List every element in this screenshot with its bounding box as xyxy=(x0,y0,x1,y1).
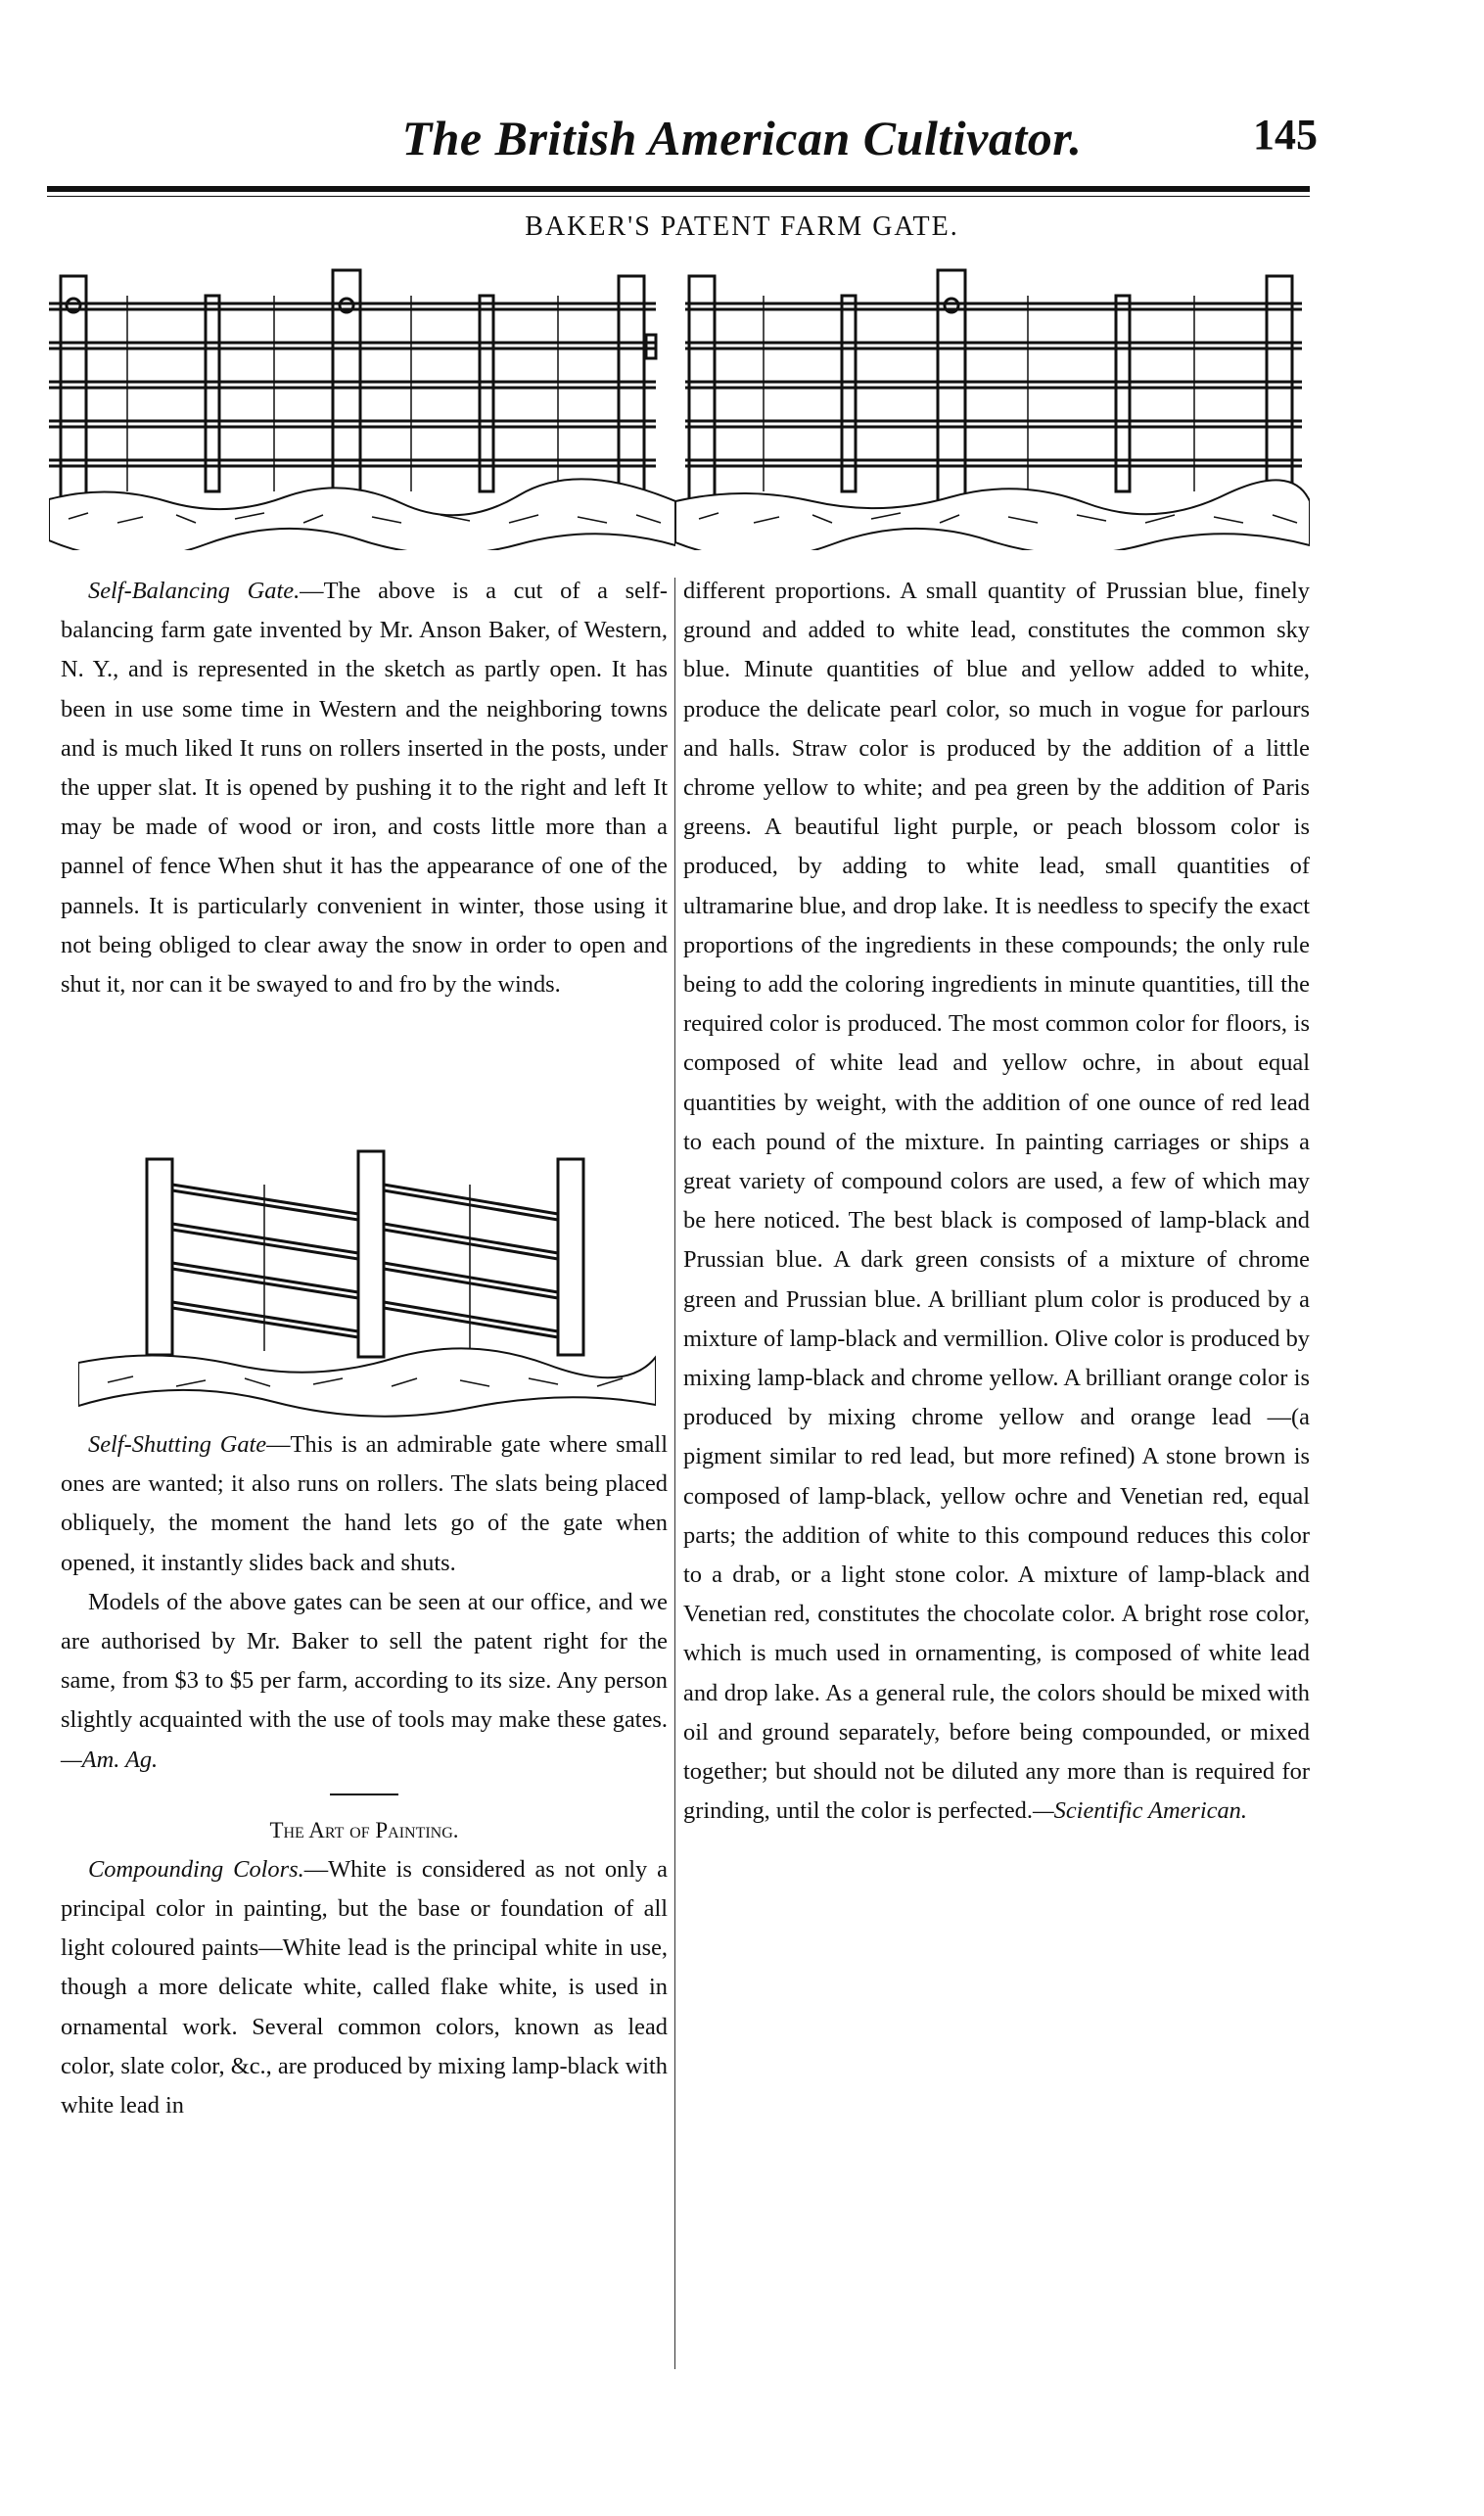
compounding-colors-paragraph xyxy=(61,1850,668,2125)
gate-illustration-open xyxy=(49,266,675,550)
self-balancing-gate-text: —The above is a cut of a self-balancing farm gate invented by Mr. Anson Baker, of Western, N. Y., and is represented in the sketch as partly open. It has been in use some time in Western and the neighboring towns and is much liked It runs on rollers inserted in the posts, under the upper slat. It is opened by pushing it to the right and left It may be made of wood or iron, and costs little more than a pannel of fence When shut it has the appearance of one of the pannels. It is particularly convenient in winter, those using it not being obliged to clear away the snow in order to open and shut it, nor can it be swayed to and fro by the winds. xyxy=(61,578,669,999)
right-column xyxy=(683,572,1310,1832)
compounding-colors-lead: Compounding Colors. xyxy=(88,1855,304,1883)
left-column-upper xyxy=(61,572,668,1004)
header-rule xyxy=(47,186,1310,192)
running-title: The British American Cultivator. xyxy=(401,111,1083,165)
self-shutting-gate-paragraph xyxy=(61,1425,668,1583)
models-paragraph xyxy=(61,1583,668,1780)
models-signature: —Am. Ag. xyxy=(61,1746,159,1773)
article-title: BAKER'S PATENT FARM GATE. xyxy=(525,211,959,242)
compounding-colors-continued xyxy=(683,572,1310,1832)
gate-illustration-closed xyxy=(675,266,1310,550)
section-rule xyxy=(330,1794,398,1795)
models-text: Models of the above gates can be seen at our office, and we are authorised by Mr. Baker to sell the patent right for the same, from $3 to $5 per farm, according to its size. Any person slightly acquainted with the use of tools may make these gates. xyxy=(61,1588,668,1734)
header-rule-thin xyxy=(47,196,1310,197)
self-shutting-gate-illustration xyxy=(78,1145,656,1420)
left-column-lower xyxy=(61,1425,668,2125)
art-of-painting-title: The Art of Painting. xyxy=(269,1817,459,1842)
self-balancing-gate-paragraph xyxy=(61,572,668,1004)
self-shutting-gate-lead: Self-Shutting Gate xyxy=(88,1431,267,1458)
page-number: 145 xyxy=(1253,111,1318,159)
scientific-american-signature: —Scientific American. xyxy=(1032,1797,1247,1825)
column-divider xyxy=(674,578,675,2369)
self-balancing-gate-lead: Self-Balancing Gate. xyxy=(88,578,301,604)
compounding-colors-text: —White is considered as not only a principal color in painting, but the base or foundation of all light coloured paints—White lead is the principal white in use, though a more delicate white, called flake white, is used in ornamental work. Several common colors, known as lead color, slate color, &c., are produced by mixing lamp-black with white lead in xyxy=(61,1855,668,2120)
right-column-text: different proportions. A small quantity of Prussian blue, finely ground and added to white lead, constitutes the common sky blue. Minute quantities of blue and yellow added to white, produce the delicate pearl color, so much in vogue for parlours and halls. Straw color is produced by the addition of a little chrome yellow to white; and pea green by the addition of Paris greens. A beautiful light purple, or peach blossom color is produced, by adding to white lead, small quantities of ultramarine blue, and drop lake. It is needless to specify the exact proportions of the ingredients in these compounds; the only rule being to add the coloring ingredients in minute quantities, till the required color is produced. The most common color for floors, is composed of white lead and yellow ochre, in about equal quantities by weight, with the addition of one ounce of red lead to each pound of the mixture. In painting carriages or ships a great variety of compound colors are used, a few of which may be here noticed. The best black is composed of lamp-black and Prussian blue. A dark green consists of a mixture of chrome green and Prussian blue. A brilliant plum color is produced by a mixture of lamp-black and vermillion. Olive color is produced by mixing lamp-black and chrome yellow. A brilliant orange color is produced by mixing chrome yellow and orange lead —(a pigment similar to red lead, but more refined) A stone brown is composed of lamp-black, yellow ochre and Venetian red, equal parts; the addition of white to this compound reduces this color to a drab, or a light stone color. A mixture of lamp-black and Venetian red, constitutes the chocolate color. A bright rose color, which is much used in ornamenting, is composed of white lead and drop lake. As a general rule, the colors should be mixed with oil and ground separately, before being compounded, or mixed together; but should not be diluted any more than is required for grinding, until the color is perfected. xyxy=(683,578,1310,1825)
self-shutting-gate-text: —This is an admirable gate where small ones are wanted; it also runs on rollers. The slats being placed obliquely, the moment the hand lets go of the gate when opened, it instantly slides back and shuts. xyxy=(61,1431,668,1576)
